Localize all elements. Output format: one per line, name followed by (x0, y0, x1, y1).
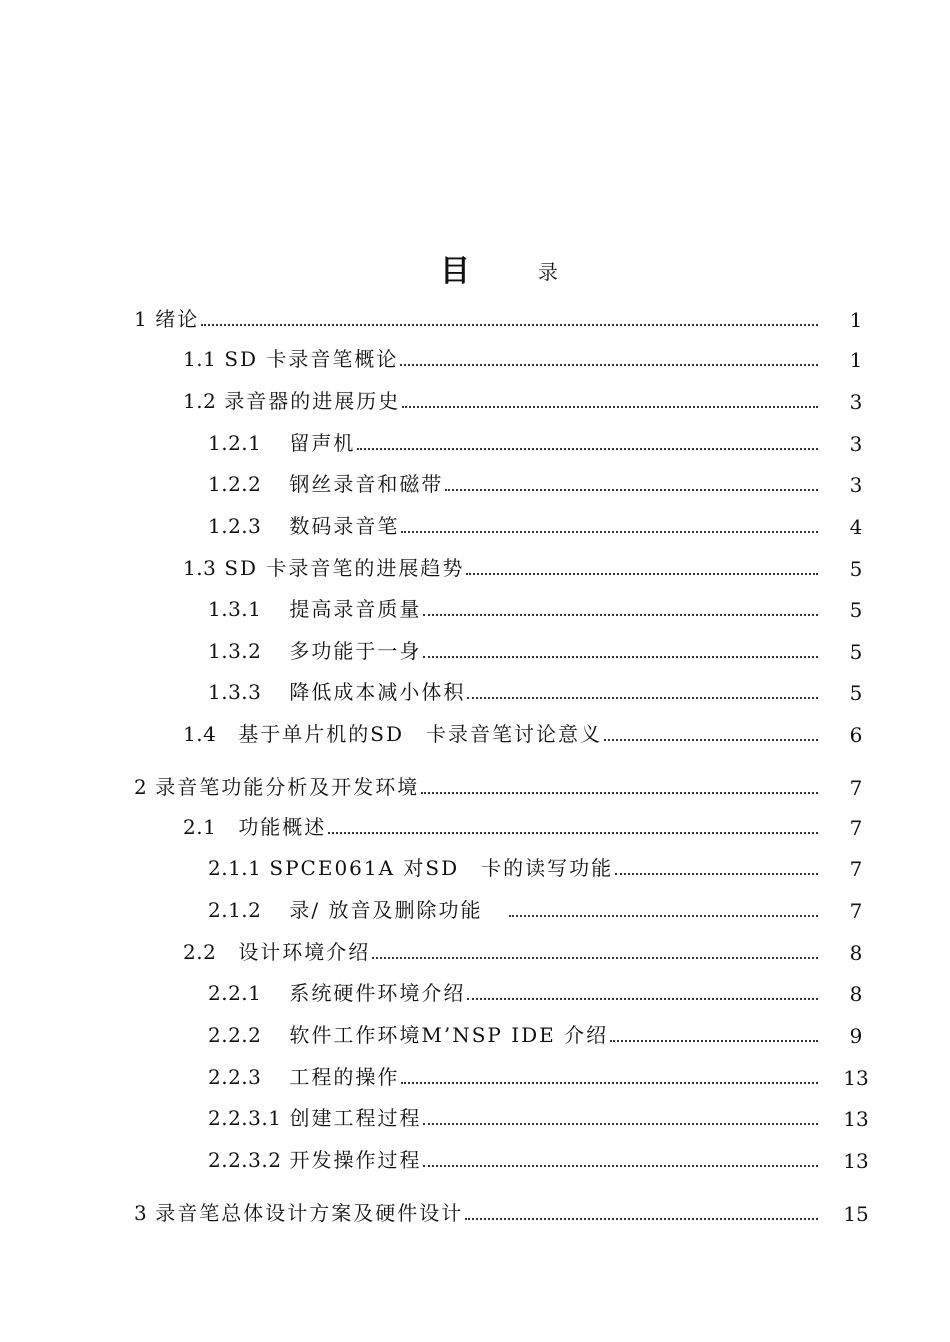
entry-page: 13 (843, 1107, 869, 1131)
entry-page: 13 (843, 1149, 869, 1173)
dot-leader (423, 614, 818, 616)
entry-number: 2.2.2 (208, 1023, 262, 1047)
entry-page: 4 (849, 515, 863, 539)
entry-page: 7 (849, 857, 863, 881)
entry-number: 2.1.2 (208, 898, 262, 922)
title-char-2: 录 (538, 260, 558, 284)
entry-title: 录音笔功能分析及开发环境 (155, 775, 420, 799)
entry-title: 基于单片机的SD 卡录音笔讨论意义 (238, 722, 603, 746)
entry-number: 1.2.2 (208, 472, 262, 496)
entry-page: 15 (843, 1202, 869, 1226)
toc-entry[interactable] (208, 1105, 869, 1131)
entry-number: 1.2 (183, 389, 217, 413)
toc-entry[interactable] (208, 596, 863, 622)
entry-number: 2.2.3.1 (208, 1106, 282, 1130)
entry-title: 录音器的进展历史 (224, 389, 401, 413)
entry-title: 降低成本减小体积 (289, 680, 466, 704)
entry-title: SPCE061A 对SD 卡的读写功能 (269, 856, 614, 880)
entry-number: 1.2.3 (208, 514, 262, 538)
entry-page: 1 (849, 348, 863, 372)
entry-title: 录/ 放音及删除功能 (289, 898, 483, 922)
entry-number: 2.2.1 (208, 981, 262, 1005)
entry-title: 留声机 (289, 431, 356, 455)
entry-number: 2.1 (183, 815, 217, 839)
entry-number: 1 (134, 307, 148, 331)
entry-page: 8 (849, 982, 863, 1006)
dot-leader (402, 406, 818, 408)
toc-entry[interactable] (208, 1147, 869, 1173)
entry-title: 功能概述 (238, 815, 327, 839)
toc-entry[interactable] (183, 388, 863, 414)
toc-entry[interactable] (208, 430, 863, 456)
dot-leader (357, 448, 818, 450)
toc-entry[interactable] (208, 897, 863, 923)
toc-entry[interactable] (134, 1200, 869, 1226)
dot-leader (401, 1082, 818, 1084)
entry-page: 7 (849, 776, 863, 800)
entry-number: 1.3.3 (208, 680, 262, 704)
dot-leader (421, 792, 818, 794)
toc-entry[interactable] (183, 939, 863, 965)
dot-leader (400, 364, 818, 366)
toc-entry[interactable] (183, 555, 863, 581)
toc-entry[interactable] (208, 679, 863, 705)
toc-entry[interactable] (134, 306, 863, 332)
title-char-1: 目 (440, 254, 470, 289)
entry-title: 创建工程过程 (289, 1106, 422, 1130)
entry-title: SD 卡录音笔的进展趋势 (224, 556, 465, 580)
dot-leader (423, 1123, 818, 1125)
entry-number: 3 (134, 1201, 148, 1225)
entry-title: 录音笔总体设计方案及硬件设计 (155, 1201, 464, 1225)
entry-title: 工程的操作 (289, 1065, 400, 1089)
entry-number: 2.2 (183, 940, 217, 964)
dot-leader (465, 1218, 818, 1220)
toc-entry[interactable] (183, 721, 863, 747)
entry-title: SD 卡录音笔概论 (224, 347, 399, 371)
dot-leader (445, 489, 818, 491)
entry-page: 5 (849, 557, 863, 581)
entry-number: 2.2.3 (208, 1065, 262, 1089)
entry-title: 提高录音质量 (289, 597, 422, 621)
entry-page: 8 (849, 941, 863, 965)
dot-leader (328, 832, 818, 834)
toc-entry[interactable] (208, 855, 863, 881)
toc-entry[interactable] (208, 638, 863, 664)
entry-number: 1.2.1 (208, 431, 262, 455)
entry-number: 1.3.1 (208, 597, 262, 621)
entry-number: 1.4 (183, 722, 217, 746)
entry-page: 9 (849, 1024, 863, 1048)
entry-page: 13 (843, 1066, 869, 1090)
dot-leader (401, 531, 818, 533)
toc-entry[interactable] (208, 1064, 869, 1090)
entry-number: 1.1 (183, 347, 217, 371)
entry-page: 5 (849, 640, 863, 664)
dot-leader (604, 739, 818, 741)
dot-leader (615, 873, 818, 875)
dot-leader (467, 998, 818, 1000)
toc-entry[interactable] (183, 346, 863, 372)
dot-leader (201, 324, 818, 326)
entry-title: 开发操作过程 (289, 1148, 422, 1172)
entry-page: 5 (849, 598, 863, 622)
toc-entry[interactable] (208, 1022, 863, 1048)
entry-number: 2.1.1 (208, 856, 262, 880)
entry-page: 3 (849, 432, 863, 456)
dot-leader (372, 957, 818, 959)
toc-title (0, 246, 950, 289)
entry-number: 2.2.3.2 (208, 1148, 282, 1172)
entry-title: 系统硬件环境介绍 (289, 981, 466, 1005)
entry-title: 设计环境介绍 (238, 940, 371, 964)
toc-entry[interactable] (208, 980, 863, 1006)
entry-page: 7 (849, 816, 863, 840)
entry-number: 1.3 (183, 556, 217, 580)
entry-page: 1 (849, 308, 863, 332)
dot-leader (423, 1165, 818, 1167)
entry-title: 多功能于一身 (289, 639, 422, 663)
entry-number: 1.3.2 (208, 639, 262, 663)
entry-page: 7 (849, 899, 863, 923)
entry-title: 绪论 (155, 307, 200, 331)
dot-leader (509, 915, 819, 917)
entry-page: 3 (849, 390, 863, 414)
dot-leader (423, 656, 818, 658)
entry-title: 钢丝录音和磁带 (289, 472, 444, 496)
toc-entry[interactable] (208, 471, 863, 497)
entry-number: 2 (134, 775, 148, 799)
entry-title: 数码录音笔 (289, 514, 400, 538)
entry-page: 5 (849, 681, 863, 705)
entry-title: 软件工作环境M’NSP IDE 介绍 (289, 1023, 609, 1047)
toc-entry[interactable] (134, 774, 863, 800)
entry-page: 6 (849, 723, 863, 747)
dot-leader (466, 573, 818, 575)
toc-entry[interactable] (183, 814, 863, 840)
entry-page: 3 (849, 473, 863, 497)
dot-leader (610, 1040, 818, 1042)
toc-entry[interactable] (208, 513, 863, 539)
dot-leader (467, 697, 818, 699)
